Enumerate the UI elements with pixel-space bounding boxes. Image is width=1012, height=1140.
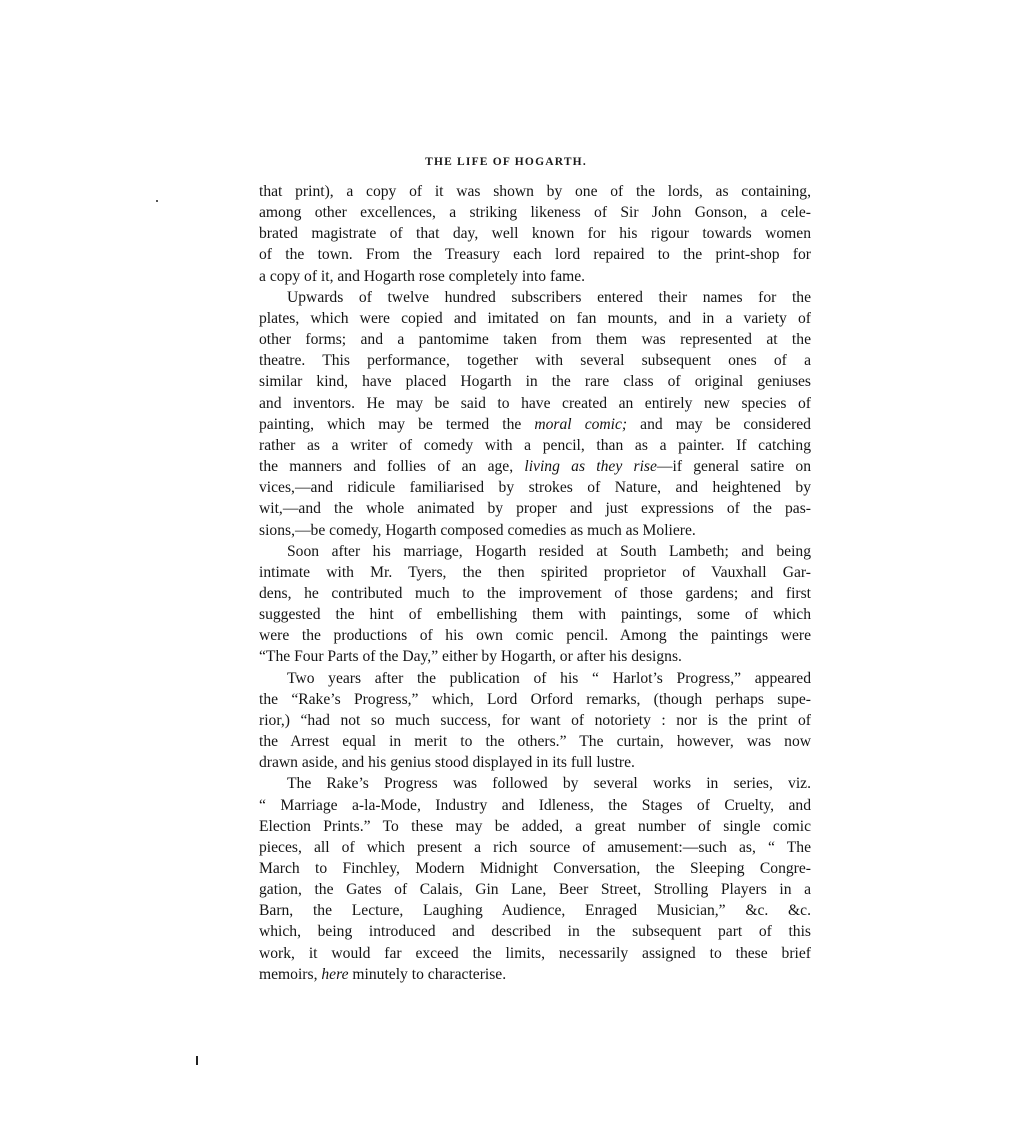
text-line-with-italic: [259, 414, 811, 435]
text-line-with-italic: [259, 456, 811, 477]
text-line: Two years after the publication of his “ Harlot’s Progress,” appeared: [287, 669, 811, 687]
text-line: The Rake’s Progress was followed by several works in series, viz.: [287, 775, 811, 793]
text-line: rather as a writer of comedy with a pencil, than as a painter. If catching: [259, 436, 811, 454]
paragraph-4: [259, 668, 811, 774]
text-line: of the town. From the Treasury each lord repaired to the print-shop for: [259, 246, 811, 264]
text-line: work, it would far exceed the limits, necessarily assigned to these brief: [259, 944, 811, 962]
text-line: suggested the hint of embellishing them with paintings, some of which: [259, 606, 811, 624]
text-line: wit,—and the whole animated by proper and just expressions of the pas-: [259, 500, 811, 518]
text-line: Soon after his marriage, Hogarth resided at South Lambeth; and being: [287, 542, 811, 560]
text-line: were the productions of his own comic pencil. Among the paintings were: [259, 627, 811, 645]
text-line: sions,—be comedy, Hogarth composed comedies as much as Moliere.: [259, 521, 696, 539]
italic-phrase: living as they rise: [524, 458, 657, 476]
text-line: “The Four Parts of the Day,” either by Hogarth, or after his designs.: [259, 648, 682, 666]
text-line: the “Rake’s Progress,” which, Lord Orford remarks, (though perhaps supe-: [259, 690, 811, 708]
text-line: rior,) “had not so much success, for want of notoriety : nor is the print of: [259, 711, 811, 729]
margin-speck: [156, 200, 158, 202]
text-line: vices,—and ridicule familiarised by strokes of Nature, and heightened by: [259, 479, 811, 497]
text-line: pieces, all of which present a rich source of amusement:—such as, “ The: [259, 838, 811, 856]
body-text: [259, 181, 811, 985]
italic-phrase: here: [321, 965, 349, 983]
paragraph-5: [259, 773, 811, 985]
text-line: similar kind, have placed Hogarth in the rare class of original geniuses: [259, 373, 811, 391]
text-segment: and may be considered: [627, 415, 811, 433]
text-line: Election Prints.” To these may be added, a great number of single comic: [259, 817, 811, 835]
text-line: which, being introduced and described in the subsequent part of this: [259, 923, 811, 941]
paragraph-3: [259, 541, 811, 668]
paragraph-1: [259, 181, 811, 287]
text-line: other forms; and a pantomime taken from them was represented at the: [259, 331, 811, 349]
text-line-with-italic: [259, 964, 811, 985]
text-line: drawn aside, and his genius stood displayed in its full lustre.: [259, 754, 635, 772]
italic-phrase: moral comic;: [534, 415, 628, 433]
text-segment: the manners and follies of an age,: [259, 458, 525, 476]
text-line: the Arrest equal in merit to the others.” The curtain, however, was now: [259, 733, 811, 751]
text-line: brated magistrate of that day, well known for his rigour towards women: [259, 225, 811, 243]
text-line: a copy of it, and Hogarth rose completely into fame.: [259, 267, 586, 285]
text-line: among other excellences, a striking likeness of Sir John Gonson, a cele-: [259, 204, 811, 222]
text-segment: painting, which may be termed the: [259, 415, 535, 433]
margin-tick: [196, 1056, 198, 1065]
text-segment: minutely to characterise.: [348, 965, 507, 983]
text-line: intimate with Mr. Tyers, the then spirited proprietor of Vauxhall Gar-: [259, 563, 811, 581]
text-line: Barn, the Lecture, Laughing Audience, Enraged Musician,” &c. &c.: [259, 902, 811, 920]
text-line: “ Marriage a-la-Mode, Industry and Idleness, the Stages of Cruelty, and: [259, 796, 811, 814]
text-line: plates, which were copied and imitated on fan mounts, and in a variety of: [259, 309, 811, 327]
text-segment: memoirs,: [259, 965, 322, 983]
text-line: March to Finchley, Modern Midnight Conversation, the Sleeping Congre-: [259, 860, 811, 877]
paragraph-2: [259, 287, 811, 541]
text-line: theatre. This performance, together with several subsequent ones of a: [259, 352, 811, 370]
text-line: Upwards of twelve hundred subscribers entered their names for the: [287, 288, 811, 306]
text-line: and inventors. He may be said to have created an entirely new species of: [259, 394, 811, 412]
text-line: gation, the Gates of Calais, Gin Lane, Beer Street, Strolling Players in a: [259, 881, 811, 899]
running-head: THE LIFE OF HOGARTH.: [425, 156, 587, 168]
text-segment: —if general satire on: [656, 458, 812, 476]
text-line: dens, he contributed much to the improvement of those gardens; and first: [259, 584, 811, 602]
text-line: that print), a copy of it was shown by one of the lords, as containing,: [259, 183, 811, 200]
